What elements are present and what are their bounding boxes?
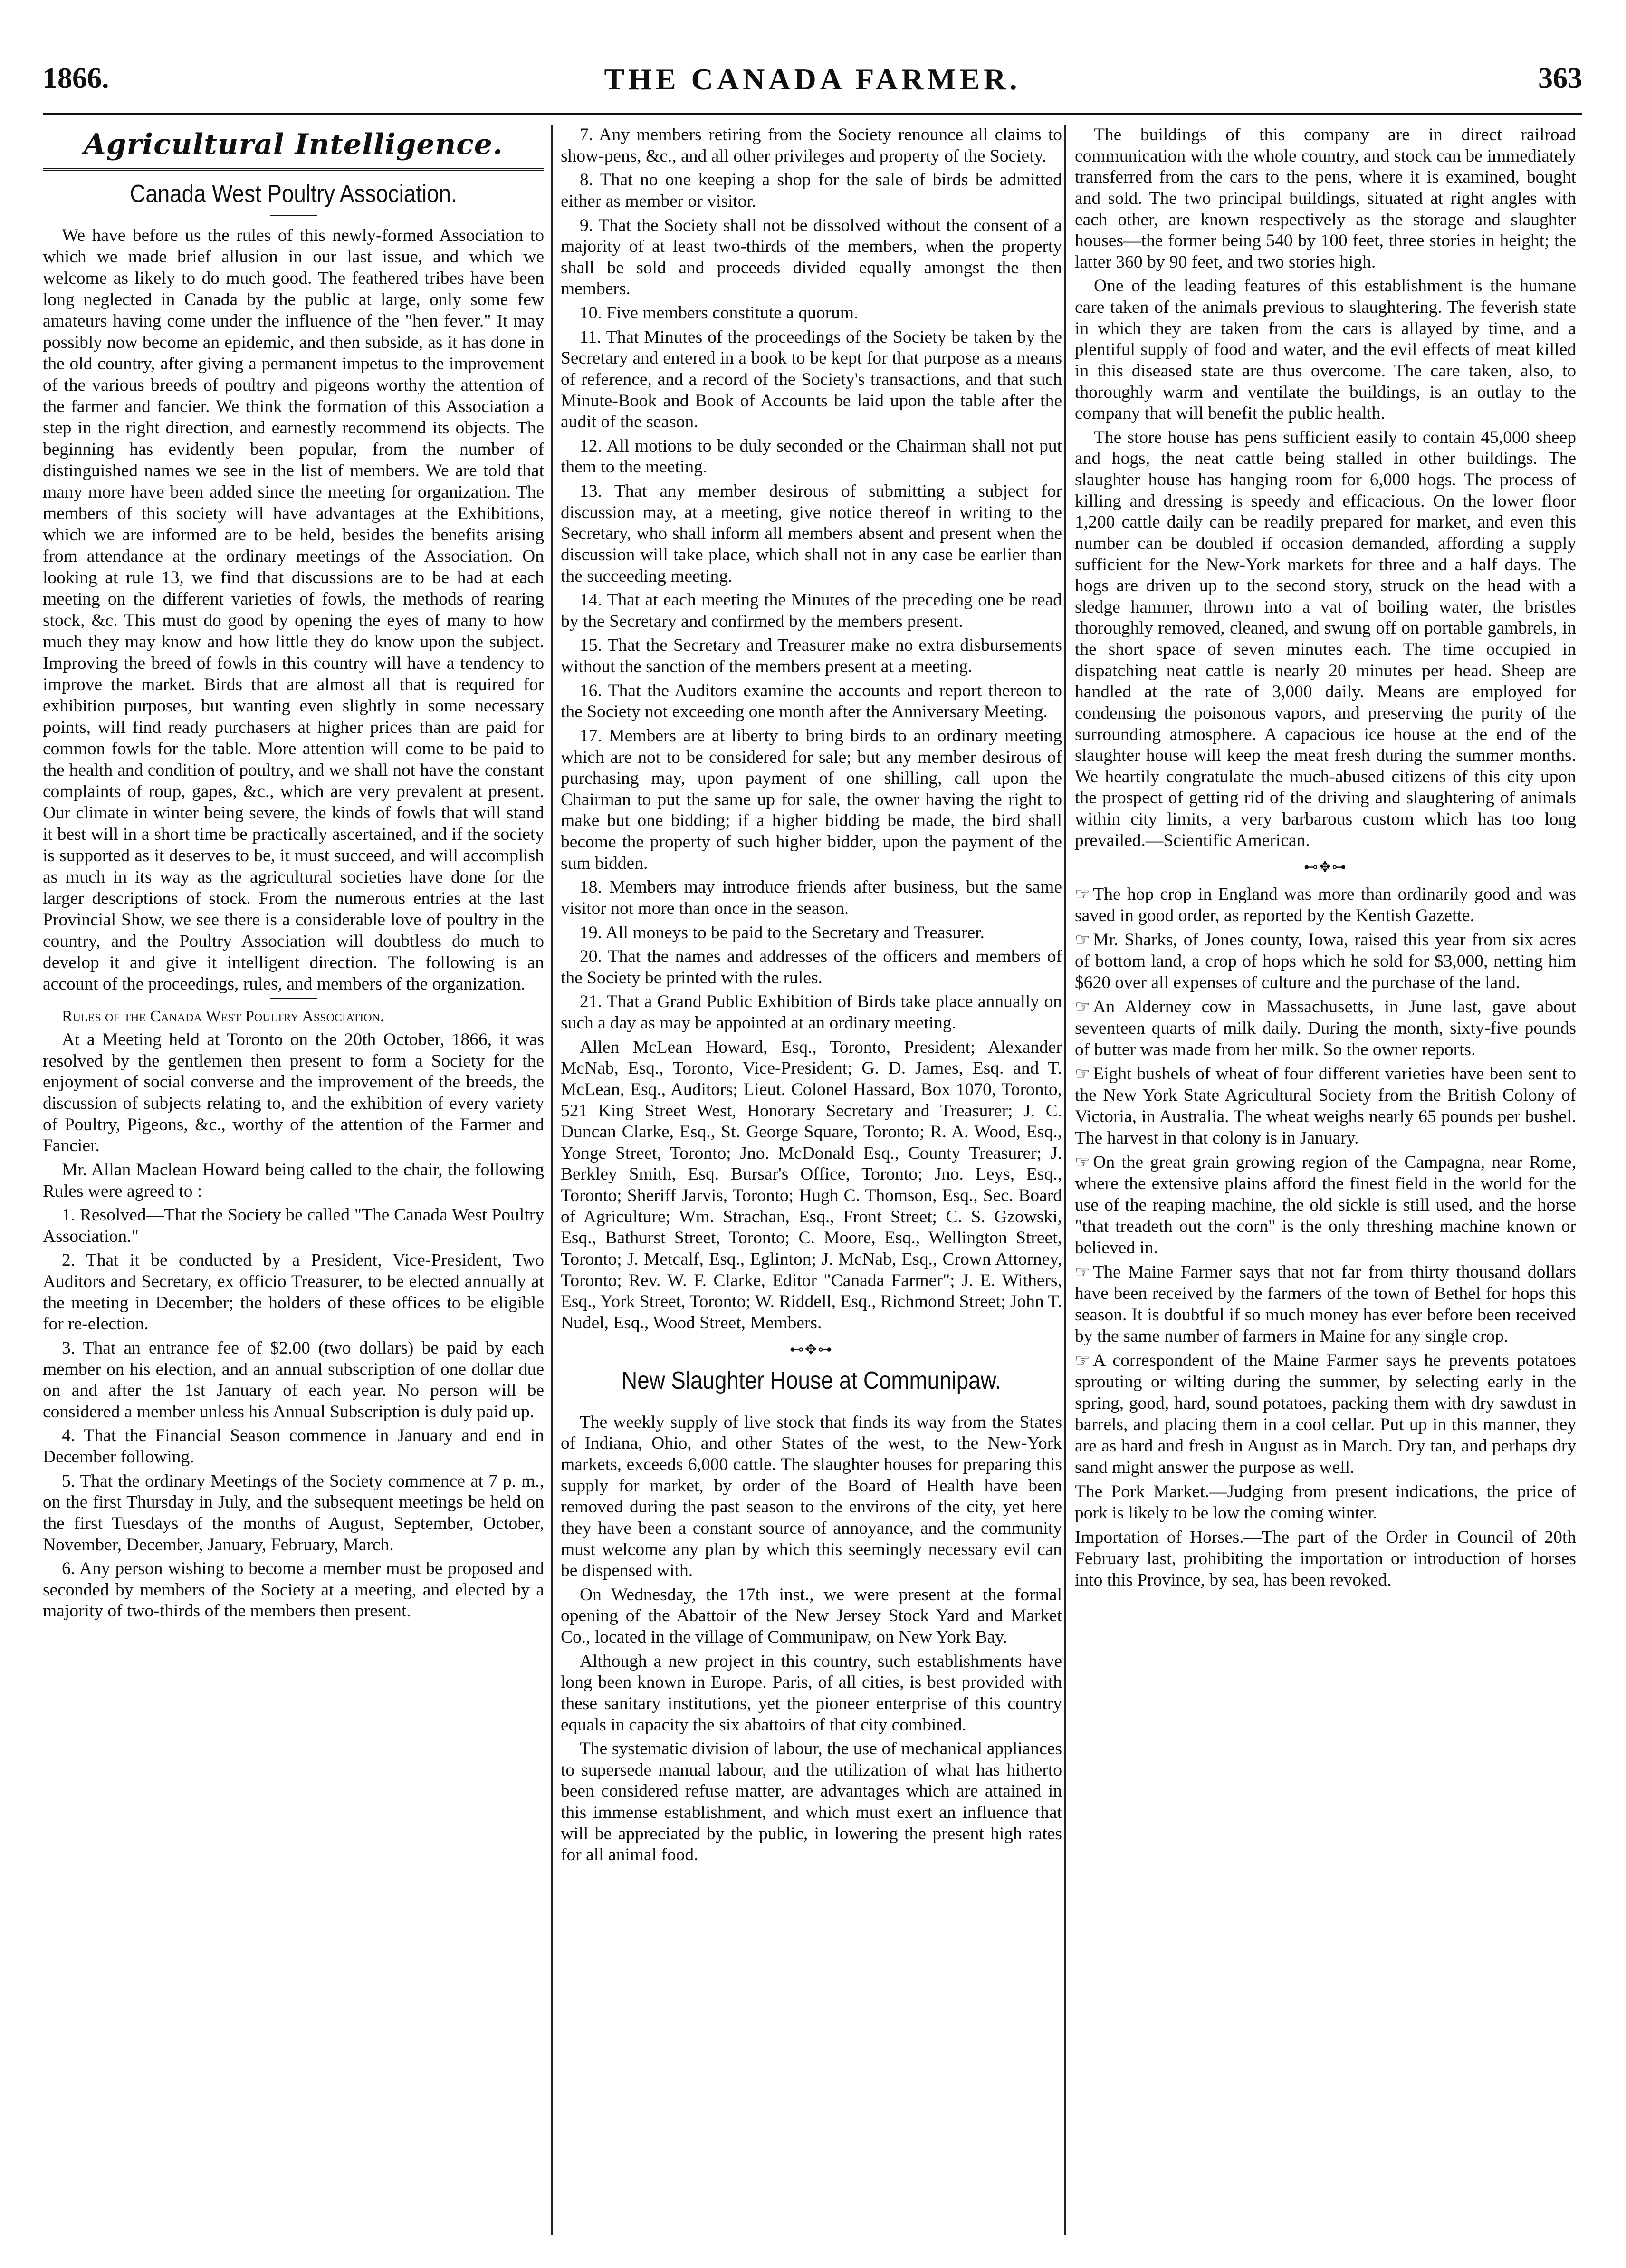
rule-item: 21. That a Grand Public Exhibition of Birds take place annually on such a day as may be appointed at an ordinary meeting.: [561, 992, 1062, 1033]
officers-list: Allen McLean Howard, Esq., Toronto, President; Alexander McNab, Esq., Toronto, Vice-President; G. D. James, Esq. and T. McLean, Esq., Auditors; Lieut. Colonel Hassard, Box 1070, Toronto, 521 King Street West, Honorary Secretary and Treasurer; J. C. Duncan Clarke, Esq., St. George Square, Toronto; R. A. Wood, Esq., Yonge Street, Toronto; Jno. McDonald Esq., County Treasurer; J. Berkley Smith, Esq. Bursar's Office, Toronto; Jno. Leys, Esq., Toronto; Sheriff Jarvis, Toronto; Hugh C. Thomson, Esq., Sec. Board of Agriculture; Wm. Strachan, Esq., Front Street; C. S. Gzowski, Esq., Bathurst Street, Toronto; C. Moore, Esq., Wellington Street, Toronto; J. Metcalf, Esq., Eglinton; J. McNab, Esq., Crown Attorney, Toronto; Rev. W. F. Clarke, Editor "Canada Farmer"; J. E. Withers, Esq., York Street, Toronto; W. Riddell, Esq., Richmond Street; John T. Nudel, Esq., Wood Street, Members.: [561, 1037, 1062, 1333]
rule-item: 14. That at each meeting the Minutes of the preceding one be read by the Secretary and confirmed by the members present.: [561, 590, 1062, 631]
rule-item: 7. Any members retiring from the Society renounce all claims to show-pens, &c., and all other privileges and property of the Society.: [561, 125, 1062, 166]
pointing-hand-icon: ☞: [1075, 884, 1090, 904]
rule-item: 16. That the Auditors examine the accounts and report thereon to the Society not exceeding one month after the Anniversary Meeting.: [561, 681, 1062, 722]
department-heading: Agricultural Intelligence.: [84, 128, 503, 161]
rule-item: 10. Five members constitute a quorum.: [580, 303, 859, 323]
department-rule: [43, 168, 544, 171]
article-paragraph: The weekly supply of live stock that finds its way from the States of Indiana, Ohio, and other States of the west, to the New-York markets, exceeds 6,000 cattle. The slaughter houses for preparing this supply for market, by order of the Board of Health have been removed during the past season to the environs of the city, yet here they have been a constant source of annoyance, and the community must welcome any plan by which this seemingly necessary evil can be dispensed with.: [561, 1412, 1062, 1581]
column-divider-2: [1064, 125, 1066, 2235]
article-paragraph: The systematic division of labour, the use of mechanical appliances to supersede manual labour, and the utilization of what has hitherto been considered refuse matter, are advantages which are attained in this immense establishment, and which must exert an influence that will be appreciated by the public, in lowering the present high rates for all animal food.: [561, 1739, 1062, 1865]
news-note: [1075, 1261, 1576, 1347]
rules-heading: Rules of the Canada West Poultry Association.: [62, 1008, 384, 1026]
pointing-hand-icon: ☞: [1075, 1153, 1090, 1172]
meeting-paragraph: At a Meeting held at Toronto on the 20th October, 1866, it was resolved by the gentlemen then present to form a Society for the enjoyment of social converse and the improvement of the breeds, the discussion of subjects relating to, and the exhibition of every variety of Poultry, Pigeons, &c., worthy of the attention of the Farmer and Fancier.: [43, 1030, 544, 1156]
news-note: [1075, 884, 1576, 926]
article-paragraph: The buildings of this company are in direct railroad communication with the whole country, and stock can be immediately transferred from the cars to the pens, where it is examined, bought and sold. The two principal buildings, situated at right angles with each other, are known respectively as the storage and slaughter houses—the former being 540 by 100 feet, three stories in height; the latter 360 by 90 feet, and two stories high.: [1075, 125, 1576, 272]
rule-item: 11. That Minutes of the proceedings of the Society be taken by the Secretary and entered in a book to be kept for that purpose as a means of reference, and a record of the Society's transactions, and that such Minute-Book and Book of Accounts be laid upon the table after the audit of the season.: [561, 327, 1062, 432]
rule-item: 3. That an entrance fee of $2.00 (two dollars) be paid by each member on his election, and an annual subscription of one dollar due on and after the 1st January of each year. No person will be considered a member unless his Annual Subscription is duly paid up.: [43, 1338, 544, 1422]
article-paragraph: Although a new project in this country, such establishments have long been known in Europe. Paris, of all cities, is best provided with these sanitary institutions, yet the pioneer enterprise of this country equals in capacity the six abattoirs of that city combined.: [561, 1651, 1062, 1735]
note-text: Mr. Sharks, of Jones county, Iowa, raised this year from six acres of bottom land, a crop of hops which he sold for $3,000, netting him $620 over all expenses of culture and the purchase of the land.: [1075, 930, 1576, 993]
rule-item: 1. Resolved—That the Society be called "The Canada West Poultry Association.": [43, 1205, 544, 1246]
chair-paragraph: Mr. Allan Maclean Howard being called to the chair, the following Rules were agreed to :: [43, 1160, 544, 1201]
rule-item: 19. All moneys to be paid to the Secretary and Treasurer.: [580, 923, 985, 942]
pork-market-note: The Pork Market.—Judging from present indications, the price of pork is likely to be low the coming winter.: [1075, 1482, 1576, 1523]
news-note: [1075, 1350, 1576, 1478]
news-note: [1075, 1152, 1576, 1259]
note-text: A correspondent of the Maine Farmer says he prevents potatoes sprouting or wilting during the summer, by selecting early in the spring, good, hard, sound potatoes, packing them with dry sawdust in barrels, and placing them in a cool cellar. Put up in this manner, they are as hard and fresh in August as in March. Dry tan, and perhaps dry sand might answer the purpose as well.: [1075, 1351, 1576, 1478]
article-title-slaughter-house: New Slaughter House at Communipaw.: [622, 1367, 1001, 1395]
rule-item: 6. Any person wishing to become a member must be proposed and seconded by members of the Society at a meeting, and elected by a majority of two-thirds of the members then present.: [43, 1559, 544, 1621]
rule-item: 17. Members are at liberty to bring birds to an ordinary meeting which are not to be considered for sale; but any member desirous of purchasing may, upon payment of one shilling, call upon the Chairman to put the same up for sale, the owner having the right to make but one bidding; if a higher bidding be made, the bird shall become the property of such higher bidder, upon the payment of the sum bidden.: [561, 726, 1062, 873]
newspaper-title: THE CANADA FARMER.: [604, 62, 1021, 96]
note-text: On the great grain growing region of the Campagna, near Rome, where the extensive plains afford the finest field in the world for the use of the reaping machine, the old sickle is still used, and the horse "that treadeth out the corn" is the only threshing machine known or believed in.: [1075, 1153, 1576, 1258]
rule-item: 8. That no one keeping a shop for the sale of birds be admitted either as member or visitor.: [561, 170, 1062, 211]
column-1: [43, 125, 544, 2235]
note-text: The hop crop in England was more than ordinarily good and was saved in good order, as reported by the Kentish Gazette.: [1075, 884, 1576, 926]
rule-item: 9. That the Society shall not be dissolved without the consent of a majority of at least two-thirds of the members, when the property shall be sold and proceeds divided equally amongst the then members.: [561, 215, 1062, 299]
rule-item: 15. That the Secretary and Treasurer make no extra disbursements without the sanction of the members present at a meeting.: [561, 635, 1062, 676]
rule-item: 18. Members may introduce friends after business, but the same visitor not more than once in the season.: [561, 877, 1062, 918]
column-3: [1075, 125, 1576, 2235]
title-rule: [270, 215, 317, 216]
article-intro: We have before us the rules of this newly-formed Association to which we made brief allusion in our last issue, and which we welcome as likely to do much good. The feathered tribes have been long neglected in Canada by the public at large, only some few amateurs having come under the influence of the "hen fever." It may possibly now become an epidemic, and then subside, as it has done in the old country, after giving a permanent impetus to the improvement of the various breeds of poultry and pigeons worthy the attention of the farmer and fancier. We think the formation of this Association a step in the right direction, and earnestly recommend its objects. The beginning has evidently been popular, from the number of distinguished names we see in the list of members. We are told that many more have been added since the meeting for organization. The members of this society will have advantages at the Exhibitions, which we are informed are to be held, besides the benefits arising from attendance at the ordinary meetings of the Association. On looking at rule 13, we find that discussions are to be had at each meeting on the different varieties of fowls, the methods of rearing stock, &c. This must do good by opening the eyes of many to how much they may know and how little they do know upon the subject. Improving the breed of fowls in this country will have a tendency to improve the market. Birds that are almost all that is required for exhibition purposes, but wanting even slightly in some necessary points, will find ready purchasers at higher prices than are paid for common fowls for the table. More attention will come to be paid to the health and condition of poultry, and we shall not have the constant complaints of roup, gapes, &c., which are very prevalent at present. Our climate in winter being severe, the kinds of fowls that will stand it best will in a short time be practically ascertained, and if the society is supported as it deserves to be, it must succeed, and will accomplish as much in its way as the agricultural societies have done for the larger descriptions of stock. From the numerous entries at the last Provincial Show, we see there is a considerable love of poultry in the country, and the Poultry Association will doubtless do much to develop it and give it intelligent direction. The following is an account of the proceedings, rules, and members of the organization.: [43, 226, 544, 994]
masthead: [43, 62, 1582, 105]
note-text: An Alderney cow in Massachusetts, in June last, gave about seventeen quarts of milk daily. During the month, sixty-five pounds of butter was made from her milk. So the owner reports.: [1075, 997, 1576, 1060]
section-rule: [270, 998, 317, 999]
article-paragraph: On Wednesday, the 17th inst., we were present at the formal opening of the Abattoir of the New Jersey Stock Yard and Market Co., located in the village of Communipaw, on New York Bay.: [561, 1585, 1062, 1647]
note-text: Eight bushels of wheat of four different varieties have been sent to the New York State Agricultural Society from the British Colony of Victoria, in Australia. The wheat weighs nearly 65 pounds per bushel. The harvest in that colony is in January.: [1075, 1064, 1576, 1148]
issue-year: 1866.: [43, 62, 109, 95]
importation-horses-note: Importation of Horses.—The part of the Order in Council of 20th February last, prohibiting the importation or introduction of horses into this Province, by sea, has been revoked.: [1075, 1528, 1576, 1590]
masthead-rule: [43, 113, 1582, 115]
rule-item: 2. That it be conducted by a President, Vice-President, Two Auditors and Secretary, ex officio Treasurer, to be elected annually at the meeting in December; the holders of these offices to be eligible for re-election.: [43, 1250, 544, 1334]
pointing-hand-icon: ☞: [1075, 1351, 1090, 1371]
page-number: 363: [1538, 62, 1582, 95]
pointing-hand-icon: ☞: [1075, 930, 1090, 950]
ornament-divider: ⊷✥⊶: [789, 1341, 833, 1358]
article-paragraph: The store house has pens sufficient easily to contain 45,000 sheep and hogs, the neat cattle being stalled in other buildings. The slaughter house has hanging room for 6,000 hogs. The process of killing and dressing is speedy and efficacious. On the lower floor 1,200 cattle daily can be readily prepared for market, and even this number can be doubled if occasion demanded, affording a supply sufficient for the New-York markets for three and a half days. The hogs are driven up to the second story, struck on the head with a sledge hammer, thrown into a vat of boiling water, the bristles thoroughly removed, cleaned, and swung off on portable gambrels, in the short space of seven minutes each. The time occupied in dispatching neat cattle is nearly 20 minutes per head. Sheep are handled at the rate of 3,000 daily. Means are employed for condensing the poisonous vapors, and preserving the purity of the surrounding atmosphere. A capacious ice house at the end of the slaughter house will keep the meat fresh during the summer months. We heartily congratulate the much-abused citizens of this city upon the prospect of getting rid of the driving and slaughtering of animals within city limits, a very barbarous custom which has too long prevailed.—Scientific American.: [1075, 427, 1576, 850]
article-paragraph: One of the leading features of this establishment is the humane care taken of the animals previous to slaughtering. The feverish state in which they are taken from the cars is allayed by time, and a plentiful supply of food and water, and the evil effects of meat killed in this diseased state are thus overcome. The care taken, also, to thoroughly warm and ventilate the buildings, is an outlay to the company that will benefit the public health.: [1075, 276, 1576, 423]
rule-item: 20. That the names and addresses of the officers and members of the Society be printed with the rules.: [561, 947, 1062, 988]
pointing-hand-icon: ☞: [1075, 1064, 1090, 1084]
ornament-divider: ⊷✥⊶: [1303, 859, 1348, 876]
pointing-hand-icon: ☞: [1075, 1262, 1090, 1282]
rule-item: 13. That any member desirous of submitting a subject for discussion may, at a meeting, give notice thereof in writing to the Secretary, who shall inform all members absent and present when the discussion will take place, which shall not in any case be earlier than the succeeding meeting.: [561, 481, 1062, 586]
column-2: [561, 125, 1062, 2235]
news-note: [1075, 929, 1576, 993]
rule-item: 4. That the Financial Season commence in January and end in December following.: [43, 1426, 544, 1467]
news-note: [1075, 1063, 1576, 1149]
rule-item: 12. All motions to be duly seconded or the Chairman shall not put them to the meeting.: [561, 436, 1062, 477]
news-note: [1075, 996, 1576, 1060]
column-divider-1: [551, 125, 553, 2235]
rule-item: 5. That the ordinary Meetings of the Society commence at 7 p. m., on the first Thursday in July, and the subsequent meetings be held on the first Tuesdays of the months of August, September, October, November, December, January, February, March.: [43, 1471, 544, 1555]
note-text: The Maine Farmer says that not far from thirty thousand dollars have been received by the farmers of the town of Bethel for hops this season. It is doubtful if so much money has ever before been received by the same number of farmers in Maine for any single crop.: [1075, 1262, 1576, 1346]
pointing-hand-icon: ☞: [1075, 997, 1090, 1017]
article-title-poultry: Canada West Poultry Association.: [130, 180, 457, 208]
